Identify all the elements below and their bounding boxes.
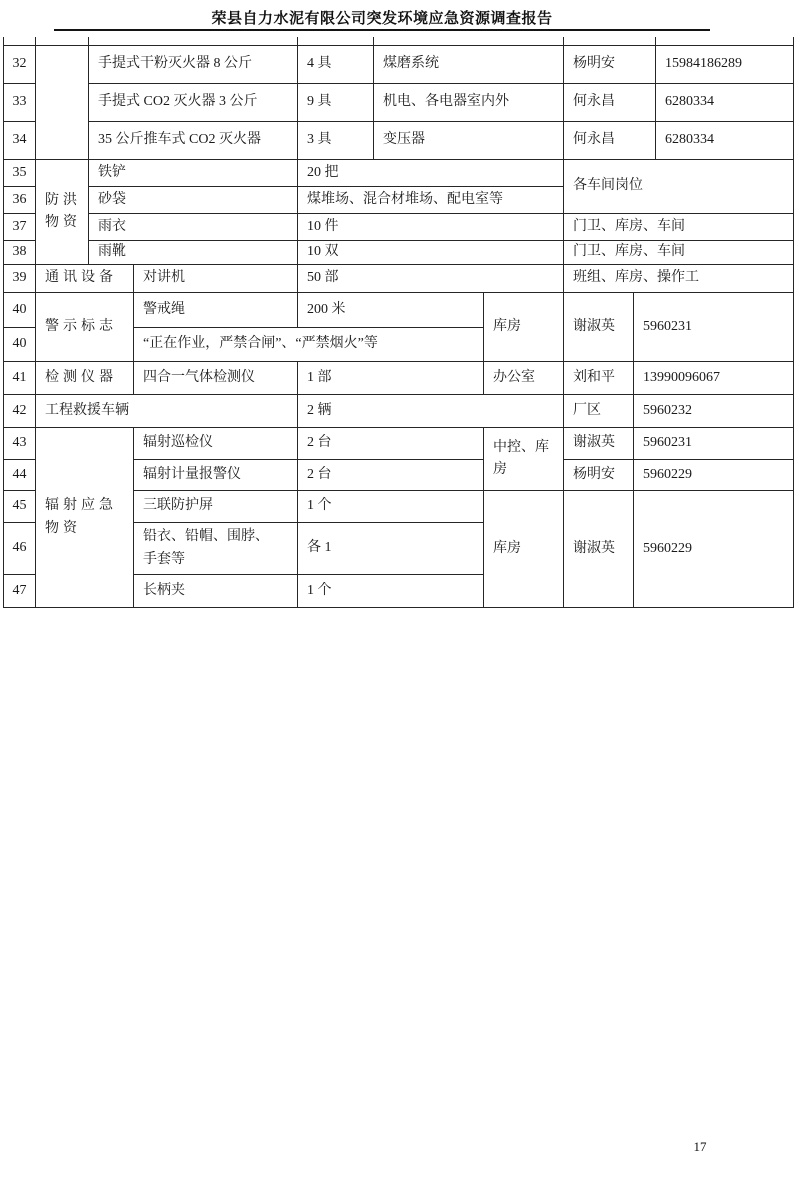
rows43-47-category-cell: 辐射应急物资 — [35, 427, 134, 608]
row41-phone-cell: 13990096067 — [633, 361, 794, 395]
row34-qty-cell: 3 具 — [297, 121, 374, 160]
row37-item-cell: 雨衣 — [88, 213, 298, 241]
rows35-38-category-cell: 防洪物资 — [35, 159, 89, 265]
row41-number-cell: 41 — [3, 361, 36, 395]
rows35-36-location-cell: 各车间岗位 — [563, 159, 794, 214]
row32-person-cell: 杨明安 — [563, 45, 656, 84]
row36-number-cell: 36 — [3, 186, 36, 214]
row43-phone-cell: 5960231 — [633, 427, 794, 460]
row39-category-cell: 通讯设备 — [35, 264, 134, 293]
row44-item-cell: 辐射计量报警仪 — [133, 459, 298, 491]
row33-location-cell: 机电、各电器室内外 — [373, 83, 564, 122]
row39-number-cell: 39 — [3, 264, 36, 293]
page-title: 荣县自力水泥有限公司突发环境应急资源调查报告 — [211, 11, 553, 27]
row45-item-cell: 三联防护屏 — [133, 490, 298, 523]
row35-qty-cell: 20 把 — [297, 159, 564, 187]
row38-item-cell: 雨靴 — [88, 240, 298, 265]
row39-qty-cell: 50 部 — [297, 264, 564, 293]
row34-location-cell: 变压器 — [373, 121, 564, 160]
rows45-47-location-cell: 库房 — [483, 490, 564, 608]
rows45-47-phone-cell: 5960229 — [633, 490, 794, 608]
row35-number-cell: 35 — [3, 159, 36, 187]
row46-qty-cell: 各 1 — [297, 522, 484, 575]
row44-number-cell: 44 — [3, 459, 36, 491]
rows40-location-cell: 库房 — [483, 292, 564, 362]
row40b-number-cell: 40 — [3, 327, 36, 362]
row43-person-cell: 谢淑英 — [563, 427, 634, 460]
row35-item-cell: 铁铲 — [88, 159, 298, 187]
page-number: 17 — [693, 1139, 707, 1154]
row34-item-cell: 35 公斤推车式 CO2 灭火器 — [88, 121, 298, 160]
row33-qty-cell: 9 具 — [297, 83, 374, 122]
row44-phone-cell: 5960229 — [633, 459, 794, 491]
rows45-47-person-cell: 谢淑英 — [563, 490, 634, 608]
row39-location-cell: 班组、库房、操作工 — [563, 264, 794, 293]
row32-number-cell: 32 — [3, 45, 36, 84]
row47-qty-cell: 1 个 — [297, 574, 484, 608]
row32-location-cell: 煤磨系统 — [373, 45, 564, 84]
row38-number-cell: 38 — [3, 240, 36, 265]
row36-qty-cell: 煤堆场、混合材堆场、配电室等 — [297, 186, 564, 214]
row40a-number-cell: 40 — [3, 292, 36, 328]
row39-item-cell: 对讲机 — [133, 264, 298, 293]
row41-person-cell: 刘和平 — [563, 361, 634, 395]
row44-qty-cell: 2 台 — [297, 459, 484, 491]
row43-item-cell: 辐射巡检仪 — [133, 427, 298, 460]
row44-person-cell: 杨明安 — [563, 459, 634, 491]
row42-number-cell: 42 — [3, 394, 36, 428]
rows40-person-cell: 谢淑英 — [563, 292, 634, 362]
row36-item-cell: 砂袋 — [88, 186, 298, 214]
row46-item-cell: 铅衣、铅帽、围脖、手套等 — [133, 522, 298, 575]
row38-location-cell: 门卫、库房、车间 — [563, 240, 794, 265]
rows40-category-cell: 警示标志 — [35, 292, 134, 362]
row32-item-cell: 手提式干粉灭火器 8 公斤 — [88, 45, 298, 84]
row40a-item-cell: 警戒绳 — [133, 292, 298, 328]
row33-number-cell: 33 — [3, 83, 36, 122]
row33-person-cell: 何永昌 — [563, 83, 656, 122]
row38-qty-cell: 10 双 — [297, 240, 564, 265]
row37-location-cell: 门卫、库房、车间 — [563, 213, 794, 241]
row47-number-cell: 47 — [3, 574, 36, 608]
row45-number-cell: 45 — [3, 490, 36, 523]
row43-qty-cell: 2 台 — [297, 427, 484, 460]
row42-qty-cell: 2 辆 — [297, 394, 564, 428]
row41-item-cell: 四合一气体检测仪 — [133, 361, 298, 395]
row41-location-cell: 办公室 — [483, 361, 564, 395]
row34-phone-cell: 6280334 — [655, 121, 794, 160]
rows43-44-location-cell: 中控、库房 — [483, 427, 564, 491]
row34-number-cell: 34 — [3, 121, 36, 160]
row46-number-cell: 46 — [3, 522, 36, 575]
row32-phone-cell: 15984186289 — [655, 45, 794, 84]
row41-qty-cell: 1 部 — [297, 361, 484, 395]
row33-phone-cell: 6280334 — [655, 83, 794, 122]
row42-item-cell: 工程救援车辆 — [35, 394, 298, 428]
row45-qty-cell: 1 个 — [297, 490, 484, 523]
row33-item-cell: 手提式 CO2 灭火器 3 公斤 — [88, 83, 298, 122]
row41-category-cell: 检测仪器 — [35, 361, 134, 395]
row32-qty-cell: 4 具 — [297, 45, 374, 84]
row40b-item-cell: “正在作业，严禁合闸”、“严禁烟火”等 — [133, 327, 484, 362]
row42-phone-cell: 5960232 — [633, 394, 794, 428]
rows40-phone-cell: 5960231 — [633, 292, 794, 362]
rows32-34-category-cell — [35, 45, 89, 160]
row37-qty-cell: 10 件 — [297, 213, 564, 241]
row37-number-cell: 37 — [3, 213, 36, 241]
row42-location-cell: 厂区 — [563, 394, 634, 428]
row40a-qty-cell: 200 米 — [297, 292, 484, 328]
row34-person-cell: 何永昌 — [563, 121, 656, 160]
row47-item-cell: 长柄夹 — [133, 574, 298, 608]
row43-number-cell: 43 — [3, 427, 36, 460]
